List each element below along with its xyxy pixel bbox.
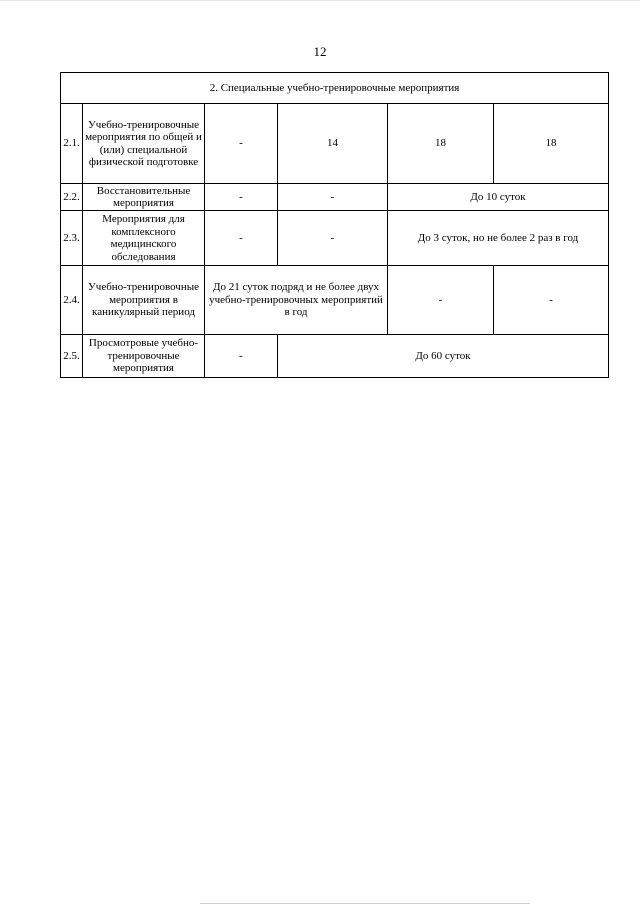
value-cell: - [205,184,278,211]
value-cell: - [388,266,494,335]
value-cell: - [278,211,388,266]
value-cell: 14 [278,104,388,184]
row-number: 2.2. [61,184,83,211]
training-events-table [60,72,609,378]
table-row [61,184,609,211]
row-number: 2.3. [61,211,83,266]
row-number: 2.4. [61,266,83,335]
event-name: Восстановительные мероприятия [83,184,205,211]
value-cell: - [278,184,388,211]
value-cell: - [494,266,609,335]
value-cell: - [205,335,278,378]
scan-edge-top [0,0,640,1]
value-cell: 18 [388,104,494,184]
row-number: 2.1. [61,104,83,184]
table-row [61,266,609,335]
page-number: 12 [313,44,327,59]
section-title: 2. Специальные учебно-тренировочные мероприятия [61,73,609,104]
value-cell: - [205,211,278,266]
table-row [61,211,609,266]
event-name: Мероприятия для комплексного медицинского обследования [83,211,205,266]
value-cell: До 10 суток [388,184,609,211]
section-header-row [61,73,609,104]
value-cell: 18 [494,104,609,184]
event-name: Учебно-тренировочные мероприятия в каникулярный период [83,266,205,335]
value-cell: До 60 суток [278,335,609,378]
table-row [61,104,609,184]
table-row [61,335,609,378]
scan-edge-bottom [200,903,530,904]
value-cell: До 3 суток, но не более 2 раз в год [388,211,609,266]
value-cell: - [205,104,278,184]
event-name: Учебно-тренировочные мероприятия по общей и (или) специальной физической подготовке [83,104,205,184]
value-cell: До 21 суток подряд и не более двух учебно-тренировочных мероприятий в год [205,266,388,335]
row-number: 2.5. [61,335,83,378]
event-name: Просмотровые учебно-тренировочные мероприятия [83,335,205,378]
